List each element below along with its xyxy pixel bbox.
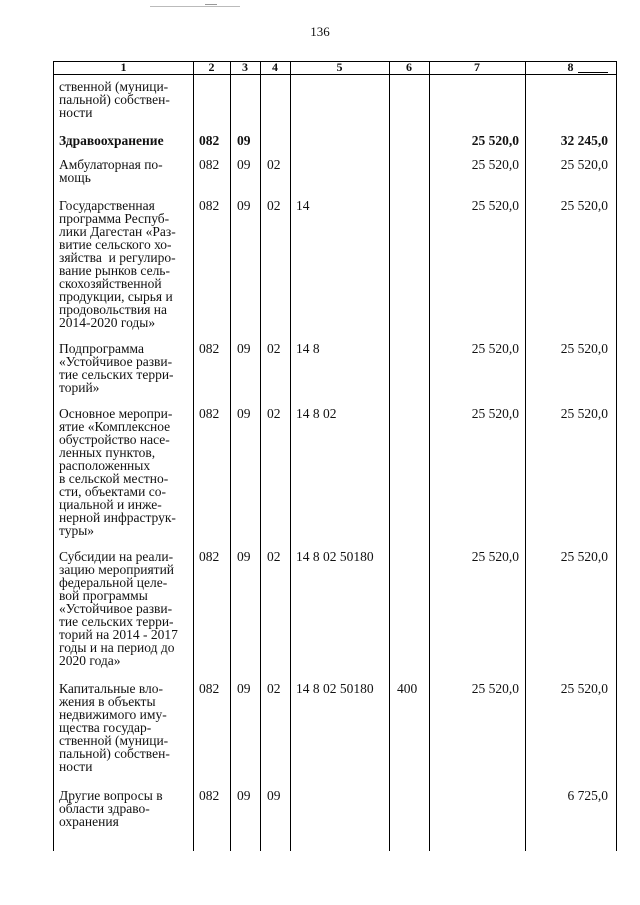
cell-ministry: 082 — [199, 549, 220, 564]
column-divider — [429, 61, 430, 851]
cell-amount-7: 25 520,0 — [471, 157, 519, 172]
cell-ministry: 082 — [199, 788, 220, 803]
cell-amount-7: 25 520,0 — [471, 341, 519, 356]
cell-subsection: 02 — [267, 549, 281, 564]
header-col-8: 8 — [567, 60, 574, 74]
cell-amount-8: 25 520,0 — [560, 549, 608, 564]
column-divider — [389, 61, 390, 851]
header-col-1: 1 — [120, 60, 127, 74]
column-divider — [230, 61, 231, 851]
header-col-7: 7 — [474, 60, 480, 74]
header-col-3: 3 — [242, 60, 248, 74]
row-name: Государственная программа Респуб- лики Дагестан «Раз- витие сельского хо- зяйства и регулиро- вание рынков сель- скохозяйственной продукции, сырья и продовольствия на 2014-2020 годы» — [59, 198, 176, 330]
cell-section: 09 — [237, 549, 251, 564]
cell-amount-8: 32 245,0 — [560, 133, 608, 148]
cell-target: 14 — [296, 198, 310, 213]
cell-ministry: 082 — [199, 198, 220, 213]
header-col-4: 4 — [272, 60, 278, 74]
cell-ministry: 082 — [199, 406, 220, 421]
cell-subsection: 02 — [267, 681, 281, 696]
cell-ministry: 082 — [199, 133, 220, 148]
cell-amount-8: 25 520,0 — [560, 681, 608, 696]
cell-section: 09 — [237, 681, 251, 696]
cell-section: 09 — [237, 157, 251, 172]
column-divider — [525, 61, 526, 851]
cell-subsection: 09 — [267, 788, 281, 803]
cell-ministry: 082 — [199, 341, 220, 356]
cell-amount-8: 25 520,0 — [560, 406, 608, 421]
cell-amount-7: 25 520,0 — [471, 406, 519, 421]
cell-target: 14 8 02 50180 — [296, 549, 374, 564]
cell-amount-8: 6 725,0 — [567, 788, 608, 803]
cell-section: 09 — [237, 788, 251, 803]
cell-target: 14 8 — [296, 341, 320, 356]
cell-section: 09 — [237, 133, 251, 148]
header-bottom-border — [54, 74, 616, 75]
cell-subsection: 02 — [267, 157, 281, 172]
header-col-5: 5 — [336, 60, 343, 74]
row-name: Здравоохранение — [59, 133, 164, 148]
cell-amount-7: 25 520,0 — [471, 133, 519, 148]
header-col-6: 6 — [406, 60, 412, 74]
column-divider — [193, 61, 194, 851]
row-name: Основное меропри- ятие «Комплексное обустройство насе- ленных пунктов, расположенных в сельской местно- сти, объектами со- циальной и инже- нерной инфраструк- туры» — [59, 406, 176, 538]
cell-amount-8: 25 520,0 — [560, 198, 608, 213]
cell-ministry: 082 — [199, 157, 220, 172]
cell-section: 09 — [237, 198, 251, 213]
row-name: ственной (муници- пальной) собствен- ности — [59, 79, 170, 120]
row-name: Субсидии на реали- зацию мероприятий федеральной целе- вой программы «Устойчивое разви- тие сельских терри- торий на 2014 - 2017 годы и на период до 2020 года» — [59, 549, 178, 668]
cell-target: 14 8 02 — [296, 406, 337, 421]
cell-expense-type: 400 — [397, 681, 418, 696]
cell-subsection: 02 — [267, 198, 281, 213]
page-number: 136 — [310, 24, 330, 39]
cell-amount-7: 25 520,0 — [471, 198, 519, 213]
header-col-8-underline — [578, 72, 608, 73]
cell-section: 09 — [237, 341, 251, 356]
cell-subsection: 02 — [267, 406, 281, 421]
cell-ministry: 082 — [199, 681, 220, 696]
scan-artifact-tick — [205, 4, 217, 5]
row-name: Амбулаторная по- мощь — [59, 157, 163, 185]
row-name: Капитальные вло- жения в объекты недвижимого иму- щества государ- ственной (муници- пальной) собствен- ности — [59, 681, 170, 774]
cell-amount-7: 25 520,0 — [471, 681, 519, 696]
column-divider — [290, 61, 291, 851]
scan-artifact-line — [150, 6, 240, 7]
cell-amount-8: 25 520,0 — [560, 341, 608, 356]
cell-target: 14 8 02 50180 — [296, 681, 374, 696]
row-name: Другие вопросы в области здраво- охранения — [59, 788, 163, 829]
column-divider — [260, 61, 261, 851]
cell-amount-8: 25 520,0 — [560, 157, 608, 172]
cell-amount-7: 25 520,0 — [471, 549, 519, 564]
cell-subsection: 02 — [267, 341, 281, 356]
cell-section: 09 — [237, 406, 251, 421]
row-name: Подпрограмма «Устойчивое разви- тие сельских терри- торий» — [59, 341, 174, 395]
budget-table — [53, 61, 617, 851]
header-col-2: 2 — [208, 60, 215, 74]
